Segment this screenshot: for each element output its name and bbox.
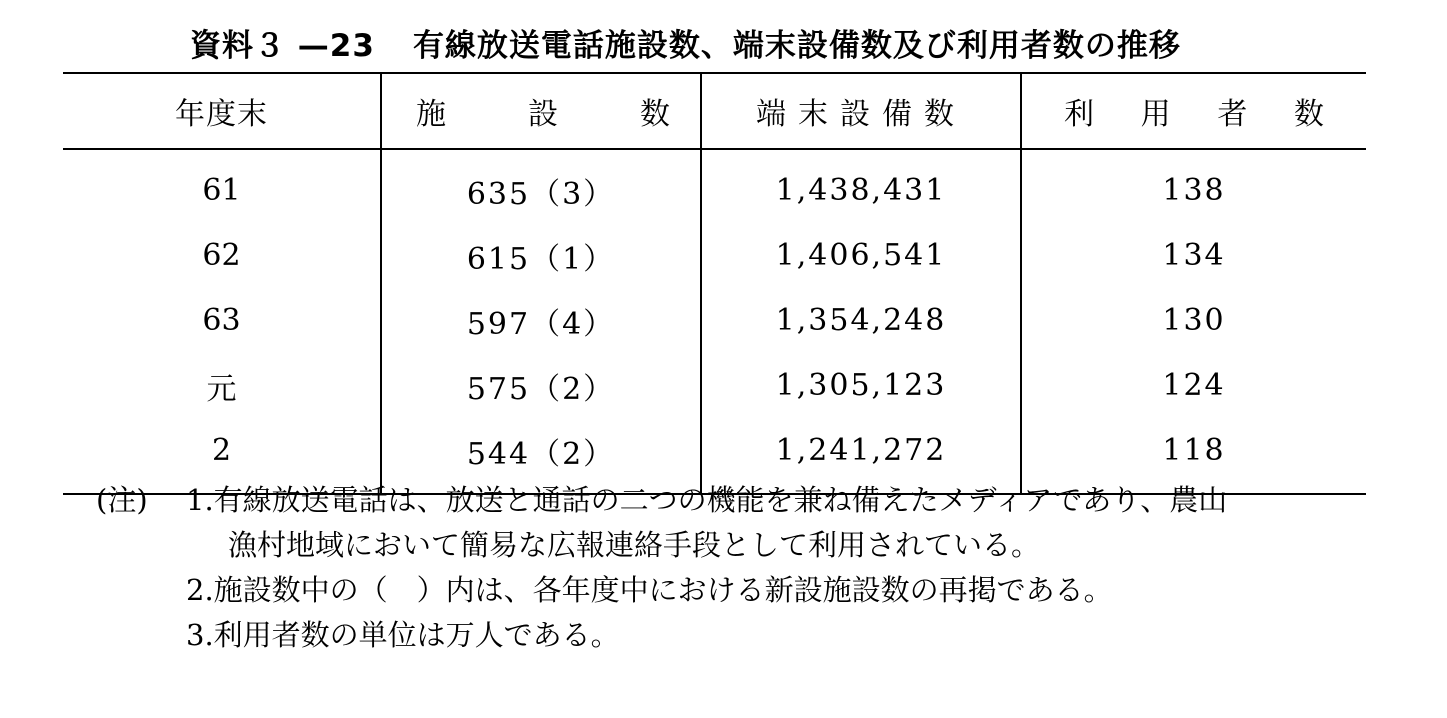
cell-users: 134 [1162, 238, 1226, 273]
cell-year: 63 [63, 288, 381, 353]
notes-section [96, 478, 1227, 658]
cell-terminals: 1,406,541 [701, 223, 1021, 288]
note-item: 漁村地域において簡易な広報連絡手段として利用されている。 [228, 528, 1041, 562]
cell-users: 138 [1162, 173, 1226, 208]
header-users [1021, 73, 1366, 149]
cell-facilities: 544（2） [381, 418, 701, 494]
cell-year: 2 [63, 418, 381, 494]
cell-facilities: 597（4） [381, 288, 701, 353]
note-line [96, 478, 1227, 523]
header-users-char: 数 [1293, 97, 1324, 132]
note-item: 2.施設数中の（ ）内は、各年度中における新設施設数の再掲である。 [186, 573, 1113, 607]
cell-year: 61 [63, 149, 381, 223]
cell-facilities: 635（3） [381, 149, 701, 223]
data-table [63, 72, 1366, 495]
cell-users: 118 [1021, 418, 1366, 494]
note-item: 3.利用者数の単位は万人である。 [186, 618, 620, 652]
data-table-container [63, 72, 1366, 495]
header-facilities [381, 73, 701, 149]
header-users-char: 利 [1064, 97, 1094, 132]
cell-users: 124 [1162, 368, 1226, 403]
cell-terminals: 1,241,272 [701, 418, 1021, 494]
title-code: 資料３ —23 [190, 28, 375, 64]
table-row [63, 353, 1366, 418]
note-item: 1.有線放送電話は、放送と通話の二つの機能を兼ね備えたメディアであり、農山 [186, 483, 1228, 517]
cell-users: 130 [1162, 303, 1226, 338]
cell-facilities: 615（1） [381, 223, 701, 288]
cell-terminals: 1,354,248 [701, 288, 1021, 353]
header-facilities-char: 設 [528, 97, 558, 132]
header-users-char: 者 [1217, 97, 1248, 132]
table-row [63, 223, 1366, 288]
table-row [63, 288, 1366, 353]
header-users-char: 用 [1140, 97, 1171, 132]
table-row [63, 149, 1366, 223]
cell-terminals: 1,305,123 [701, 353, 1021, 418]
header-year: 年度末 [63, 73, 381, 149]
document-title [190, 20, 1181, 65]
notes-label: (注) [96, 483, 148, 517]
title-text: 有線放送電話施設数、端末設備数及び利用者数の推移 [412, 28, 1181, 64]
table-header-row [63, 73, 1366, 149]
cell-year: 元 [63, 353, 381, 418]
header-facilities-char: 数 [640, 97, 670, 132]
cell-terminals: 1,438,431 [701, 149, 1021, 223]
header-terminals: 端末設備数 [701, 73, 1021, 149]
header-facilities-char: 施 [416, 97, 446, 132]
cell-year: 62 [63, 223, 381, 288]
cell-facilities: 575（2） [381, 353, 701, 418]
